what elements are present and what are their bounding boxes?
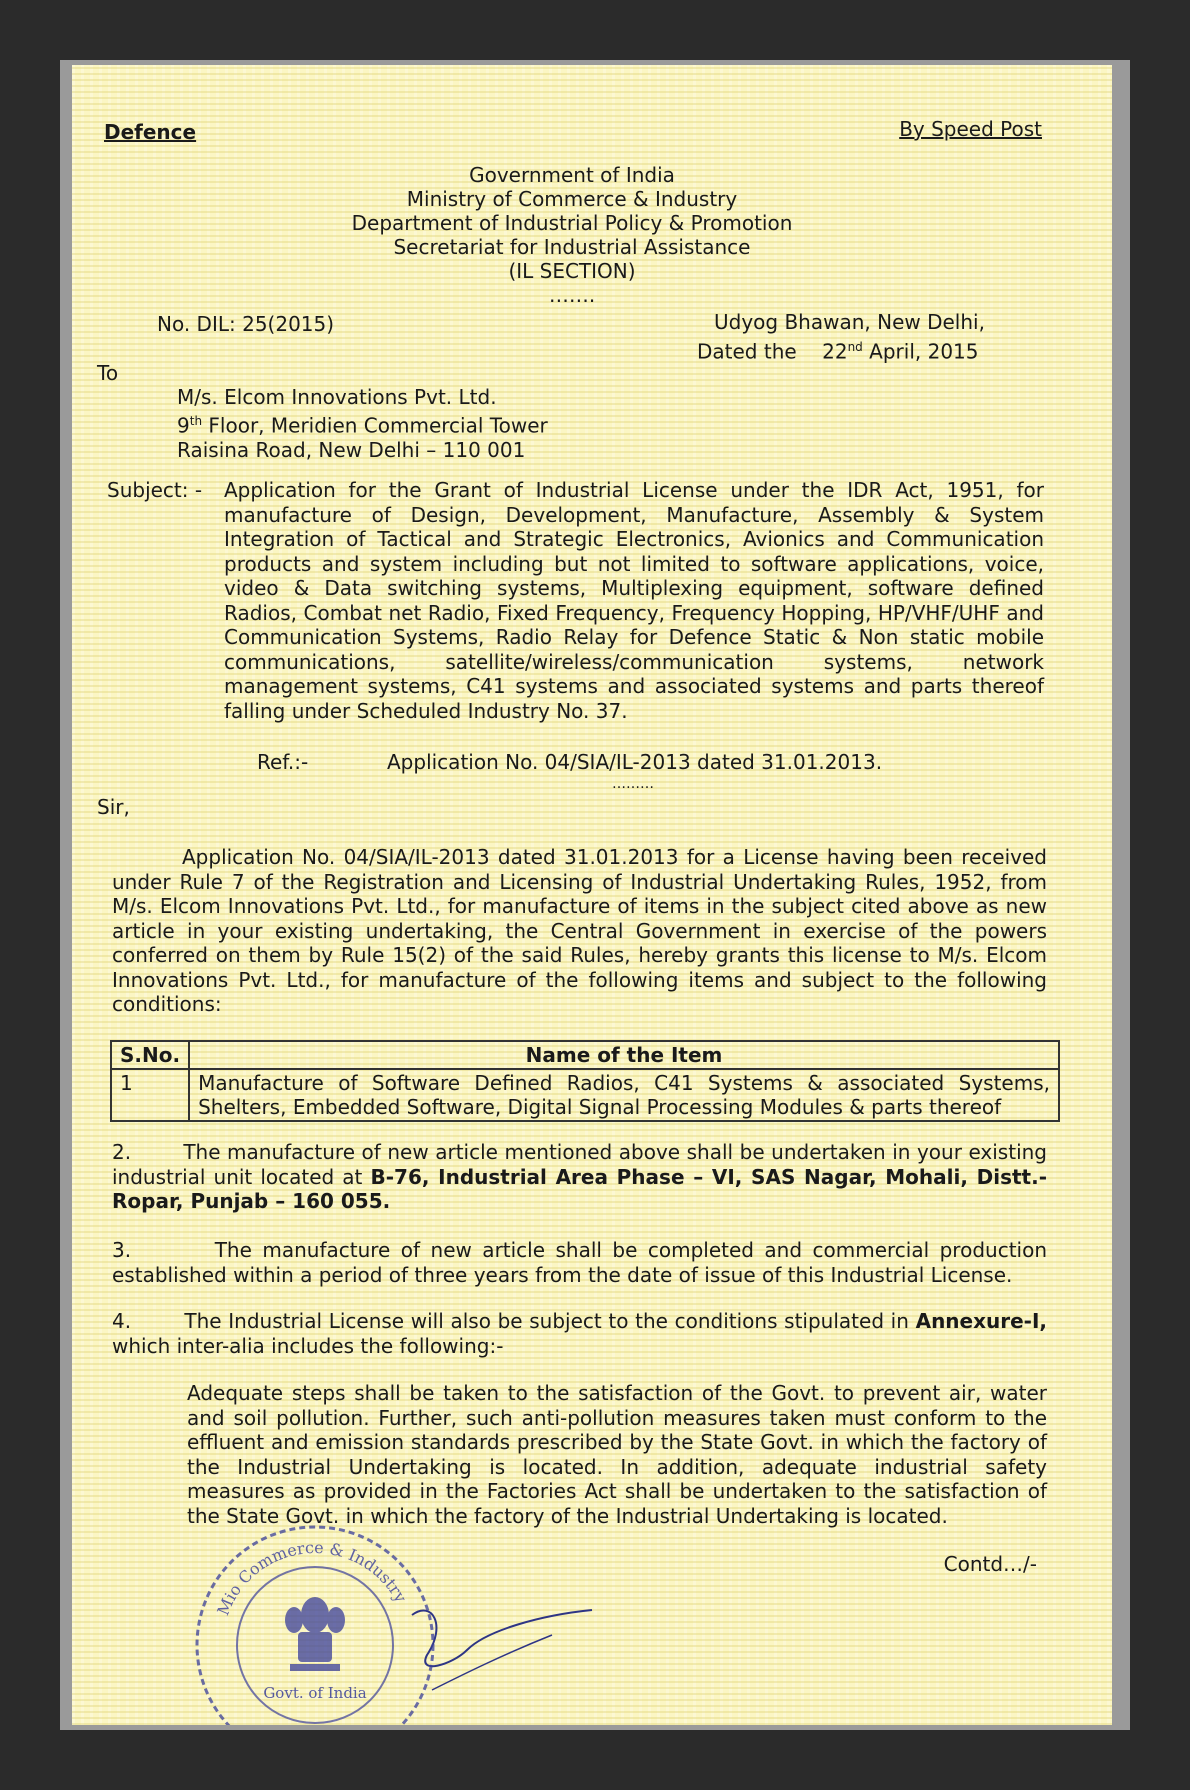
date-month-year: April, 2015 <box>869 339 979 364</box>
paragraph-number: 3. <box>112 1238 132 1262</box>
letter-page <box>72 65 1112 1725</box>
issue-place: Udyog Bhawan, New Delhi, <box>714 310 985 334</box>
reference-label: Ref.:- <box>257 750 309 774</box>
seal-inner-text: Govt. of India <box>263 1684 367 1702</box>
floor-address: Floor, Meridien Commercial Tower <box>208 413 548 438</box>
paragraph-number: 4. <box>112 1309 132 1333</box>
official-seal-icon <box>190 1520 440 1725</box>
paragraph-4 <box>112 1309 1047 1358</box>
letterhead <box>322 163 822 307</box>
table-header-row <box>111 1041 1059 1069</box>
paragraph-2 <box>112 1140 1047 1214</box>
seal-ring-text: Mio Commerce & Industry <box>213 1537 411 1619</box>
salutation: Sir, <box>97 795 130 819</box>
subject-label: Subject: - <box>107 478 203 502</box>
date-day: 22 <box>822 339 848 364</box>
continued-marker: Contd…/- <box>943 1552 1037 1576</box>
table-header-sno: S.No. <box>111 1041 189 1069</box>
to-label: To <box>97 361 119 385</box>
letterhead-line: Ministry of Commerce & Industry <box>406 187 738 211</box>
letterhead-line: (IL SECTION) <box>508 259 636 283</box>
paragraph-text-2: which inter-alia includes the following:- <box>112 1333 504 1358</box>
issue-date <box>697 335 979 364</box>
addressee-block <box>177 385 548 462</box>
reference-dots: ……… <box>612 776 654 792</box>
table-header-item: Name of the Item <box>189 1041 1059 1069</box>
unit-address: B-76, Industrial Area Phase – VI, SAS Nagar, Mohali, Distt.-Ropar, Punjab – 160 055. <box>112 1164 1048 1213</box>
table-cell-item: Manufacture of Software Defined Radios, C41 Systems & associated Systems, Shelters, Embedded Software, Digital Signal Processing Modules & parts thereof <box>189 1069 1059 1121</box>
paragraph-text: The manufacture of new article mentioned above shall be undertaken in your existing industrial unit located at <box>112 1140 1047 1189</box>
pollution-condition: Adequate steps shall be taken to the satisfaction of the Govt. to prevent air, water and soil pollution. Further, such anti-pollution measures taken must conform to the effluent and emission standards prescribed by the State Govt. in which the factory of the Industrial Undertaking is located. In addition, adequate industrial safety measures as provided in the Factories Act shall be undertaken to the satisfaction of the State Govt. in which the factory of the Industrial Undertaking is located. <box>187 1381 1047 1528</box>
paragraph-3 <box>112 1238 1047 1287</box>
table-cell-sno: 1 <box>111 1069 189 1121</box>
addressee-line <box>177 409 548 438</box>
paragraph-text: The Industrial License will also be subject to the conditions stipulated in <box>184 1309 909 1333</box>
floor-suffix: th <box>189 414 203 428</box>
dated-label: Dated the <box>697 339 797 364</box>
addressee-line: M/s. Elcom Innovations Pvt. Ltd. <box>177 385 497 409</box>
addressee-line: Raisina Road, New Delhi – 110 001 <box>177 437 526 462</box>
intro-paragraph: Application No. 04/SIA/IL-2013 dated 31.01.2013 for a License having been received under Rule 7 of the Registration and Licensing of Industrial Undertaking Rules, 1952, from M/s. Elcom Innovations Pvt. Ltd., for manufacture of items in the subject cited above as new article in your existing undertaking, the Central Government in exercise of the powers conferred on them by Rule 15(2) of the said Rules, hereby grants this license to M/s. Elcom Innovations Pvt. Ltd., for manufacture of the following items and subject to the following conditions: <box>112 845 1047 1016</box>
delivery-mode: By Speed Post <box>899 117 1042 141</box>
letterhead-line: Government of India <box>469 163 675 187</box>
floor-number: 9 <box>177 413 190 438</box>
items-table <box>110 1040 1060 1122</box>
reference-text: Application No. 04/SIA/IL-2013 dated 31.01.2013. <box>387 750 883 774</box>
letterhead-line: ……. <box>548 283 596 307</box>
paragraph-text: The manufacture of new article shall be completed and commercial production established within a period of three years from the date of issue of this Industrial License. <box>112 1238 1047 1287</box>
letterhead-line: Department of Industrial Policy & Promotion <box>351 211 793 235</box>
subject-text: Application for the Grant of Industrial License under the IDR Act, 1951, for manufacture of Design, Development, Manufacture, Assembly & System Integration of Tactical and Strategic Electronics, Avionics and Communication products and system including but not limited to software applications, voice, video & Data switching systems, Multiplexing equipment, software defined Radios, Combat net Radio, Fixed Frequency, Frequency Hopping, HP/VHF/UHF and Communication Systems, Radio Relay for Defence Static & Non static mobile communications, satellite/wireless/communication systems, network management systems, C41 systems and associated systems and parts thereof falling under Scheduled Industry No. 37. <box>224 478 1044 723</box>
paragraph-number: 2. <box>112 1140 132 1164</box>
date-suffix: nd <box>847 340 863 354</box>
classification-tag: Defence <box>104 120 197 144</box>
file-number: No. DIL: 25(2015) <box>157 312 335 336</box>
table-row <box>111 1069 1059 1121</box>
annexure-ref: Annexure-I, <box>915 1309 1048 1333</box>
letterhead-line: Secretariat for Industrial Assistance <box>393 235 751 259</box>
